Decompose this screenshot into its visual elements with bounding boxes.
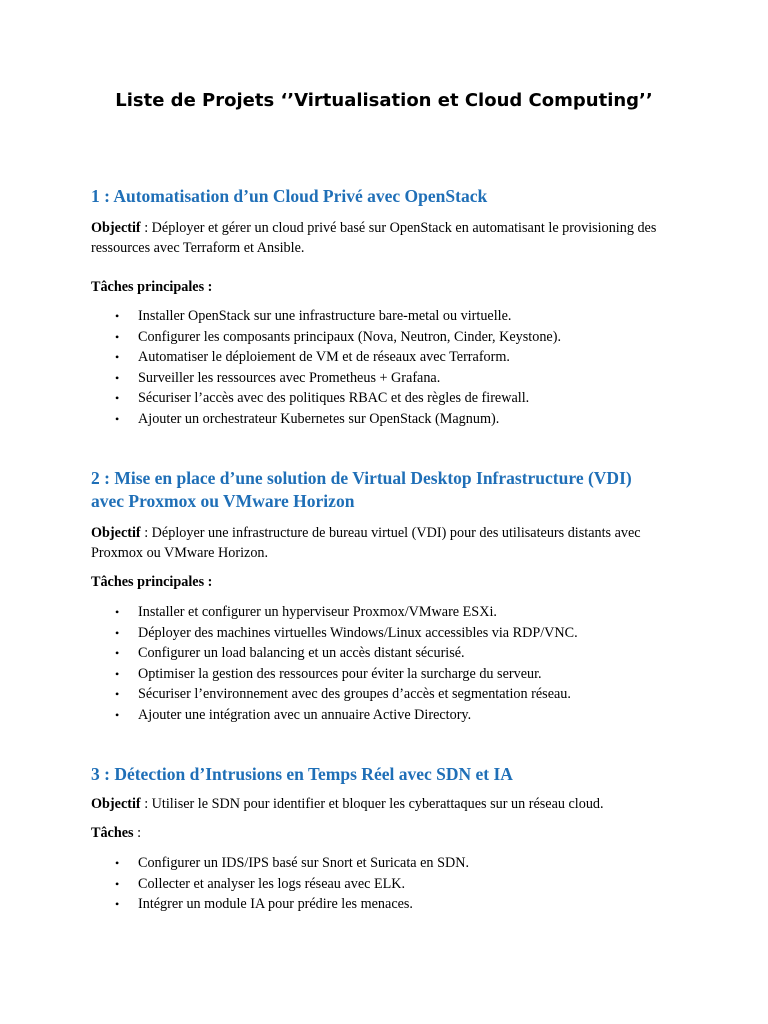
tasks-label: [91, 572, 691, 592]
list-item: [91, 684, 691, 705]
objective-label: Objectif: [91, 525, 141, 541]
tasks-label-text: Tâches principales :: [91, 279, 213, 295]
document-title: Liste de Projets ‘’Virtualisation et Cloud Computing’’: [115, 90, 653, 111]
project-heading-line-2: avec Proxmox ou VMware Horizon: [91, 491, 355, 511]
tasks-label: [91, 823, 691, 843]
objective-text: : Utiliser le SDN pour identifier et bloquer les cyberattaques sur un réseau cloud.: [140, 796, 604, 812]
list-item: [91, 368, 691, 389]
tasks-label-text: Tâches principales :: [91, 574, 213, 590]
list-item: [91, 894, 691, 915]
bullet-icon: •: [115, 625, 120, 640]
bullet-icon: •: [115, 876, 120, 891]
task-text: Automatiser le déploiement de VM et de réseaux avec Terraform.: [138, 349, 510, 366]
project-heading: 3 : Détection d’Intrusions en Temps Réel avec SDN et IA: [91, 764, 513, 784]
bullet-icon: •: [115, 856, 120, 870]
objective-label: Objectif: [91, 796, 141, 812]
list-item: [91, 388, 691, 409]
bullet-icon: •: [115, 309, 120, 323]
list-item: [91, 327, 691, 348]
list-item: [91, 643, 691, 664]
bullet-icon: •: [115, 687, 120, 702]
tasks-label-text: Tâches: [91, 825, 134, 841]
project-section-2: [91, 467, 691, 726]
task-text: Configurer un IDS/IPS basé sur Snort et Suricata en SDN.: [138, 855, 470, 871]
list-item: [91, 347, 691, 368]
project-objective: [91, 794, 691, 814]
task-text: Ajouter une intégration avec un annuaire Active Directory.: [138, 706, 472, 723]
list-item: [91, 705, 691, 726]
objective-text: : Déployer et gérer un cloud privé basé sur OpenStack en automatisant le provisioning des ressources avec Terraform et Ansible.: [91, 220, 657, 256]
objective-text: : Déployer une infrastructure de bureau virtuel (VDI) pour des utilisateurs distants avec Proxmox ou VMware Horizon.: [91, 525, 641, 561]
bullet-icon: •: [115, 646, 120, 661]
task-list: [91, 853, 691, 915]
project-heading-line-1: 2 : Mise en place d’une solution de Virtual Desktop Infrastructure (VDI): [91, 468, 632, 488]
project-heading: 1 : Automatisation d’un Cloud Privé avec OpenStack: [91, 186, 488, 206]
task-text: Intégrer un module IA pour prédire les menaces.: [138, 896, 413, 913]
list-item: [91, 623, 691, 644]
task-text: Déployer des machines virtuelles Windows/Linux accessibles via RDP/VNC.: [138, 624, 578, 641]
task-text: Installer OpenStack sur une infrastructure bare-metal ou virtuelle.: [138, 308, 512, 324]
task-list: [91, 602, 691, 726]
task-text: Optimiser la gestion des ressources pour éviter la surcharge du serveur.: [138, 665, 542, 682]
list-item: [91, 874, 691, 895]
task-text: Surveiller les ressources avec Prometheus + Grafana.: [138, 369, 441, 386]
bullet-icon: •: [115, 666, 120, 681]
bullet-icon: •: [115, 897, 120, 912]
project-section-3: [91, 763, 691, 915]
task-text: Configurer les composants principaux (Nova, Neutron, Cinder, Keystone).: [138, 328, 561, 345]
project-objective: [91, 523, 691, 563]
list-item: [91, 853, 691, 874]
list-item: [91, 602, 691, 623]
list-item: [91, 306, 691, 327]
bullet-icon: •: [115, 707, 120, 722]
tasks-label-suffix: :: [133, 825, 142, 841]
list-item: [91, 409, 691, 430]
project-objective: [91, 218, 691, 258]
bullet-icon: •: [115, 605, 120, 619]
bullet-icon: •: [115, 411, 120, 426]
task-text: Sécuriser l’environnement avec des groupes d’accès et segmentation réseau.: [138, 686, 571, 703]
tasks-label: [91, 277, 691, 297]
task-list: [91, 306, 691, 430]
bullet-icon: •: [115, 329, 120, 344]
project-section-1: [91, 185, 691, 430]
list-item: [91, 664, 691, 685]
task-text: Collecter et analyser les logs réseau avec ELK.: [138, 875, 406, 892]
bullet-icon: •: [115, 391, 120, 406]
task-text: Ajouter un orchestrateur Kubernetes sur OpenStack (Magnum).: [138, 410, 500, 427]
project-heading: [91, 467, 691, 513]
task-text: Installer et configurer un hyperviseur Proxmox/VMware ESXi.: [138, 604, 497, 620]
bullet-icon: •: [115, 370, 120, 385]
objective-label: Objectif: [91, 220, 141, 236]
task-text: Sécuriser l’accès avec des politiques RBAC et des règles de firewall.: [138, 390, 530, 407]
bullet-icon: •: [115, 350, 120, 365]
task-text: Configurer un load balancing et un accès distant sécurisé.: [138, 645, 465, 662]
